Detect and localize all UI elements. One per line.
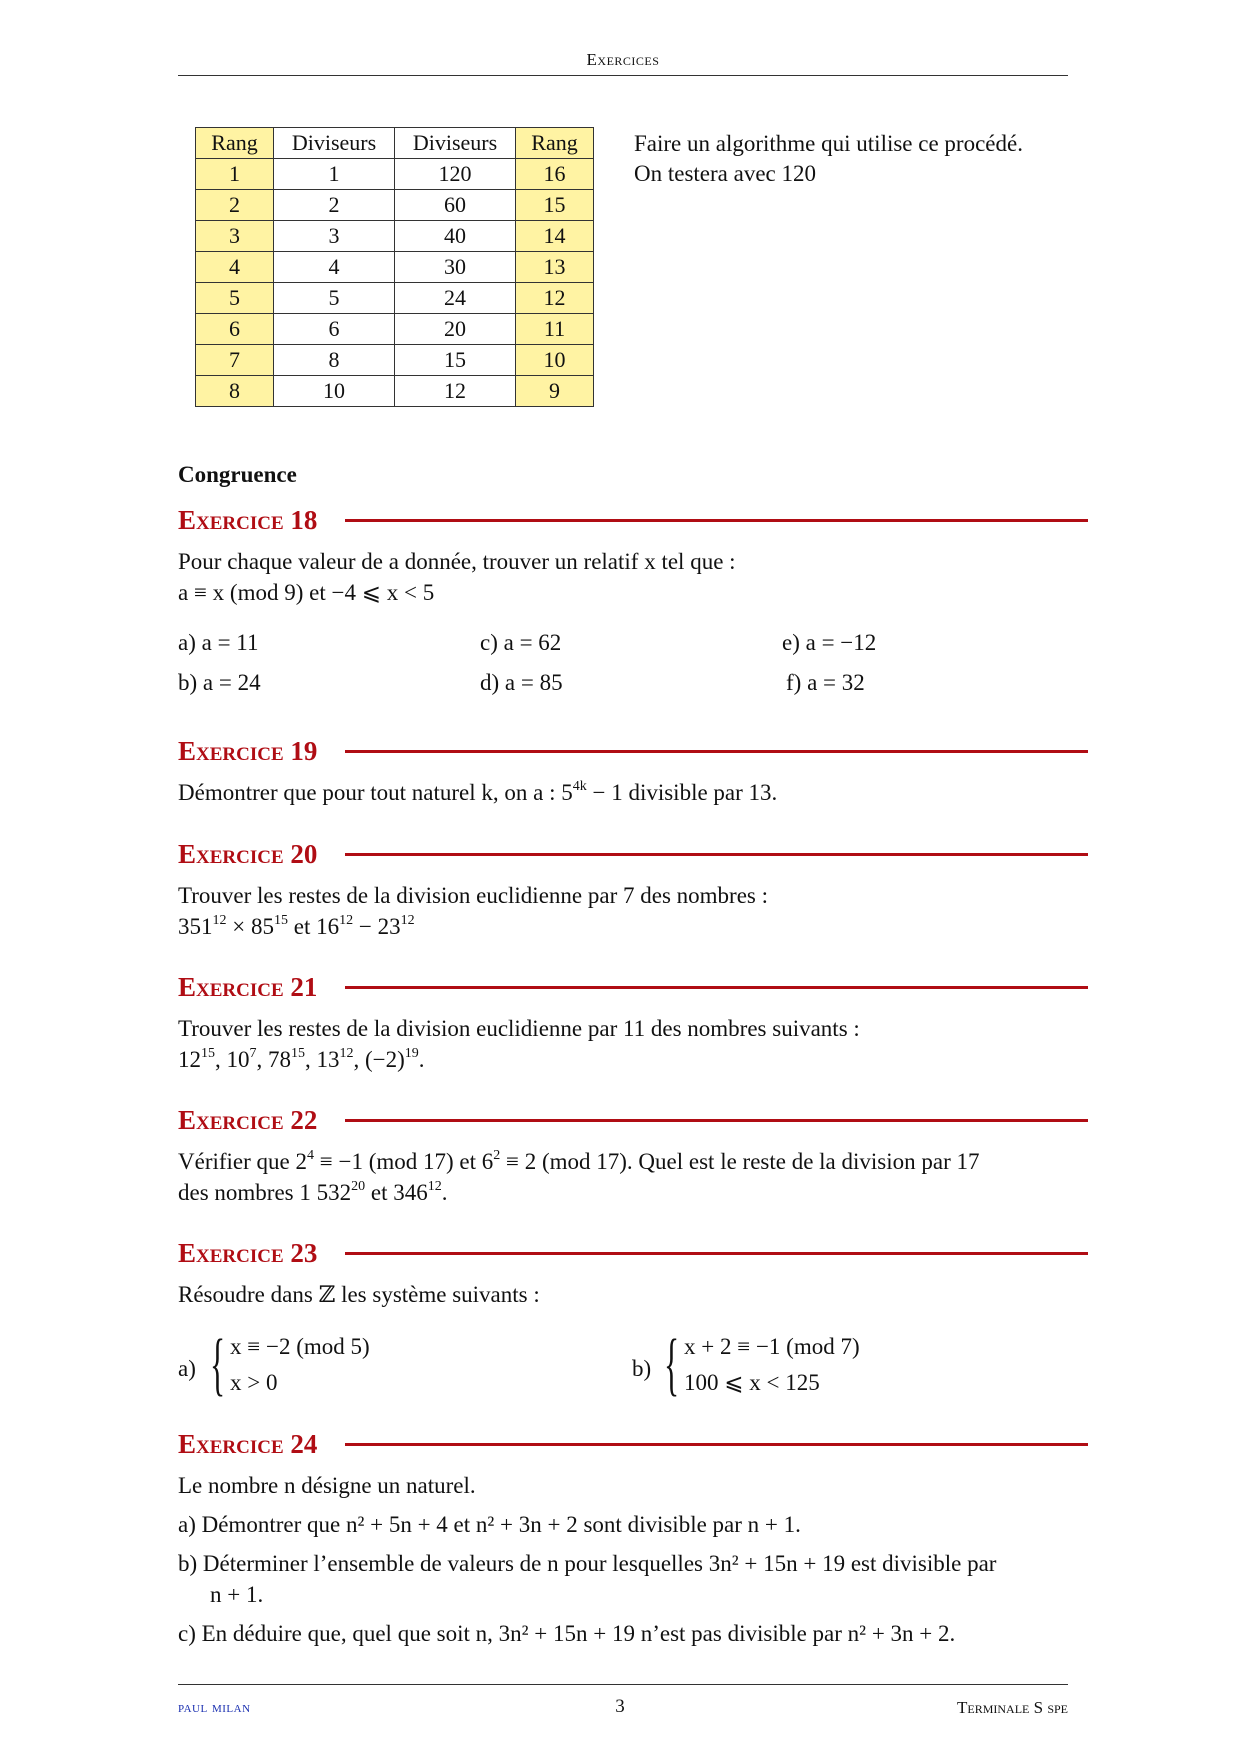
exponent: 12: [400, 913, 415, 928]
exponent: 15: [201, 1046, 215, 1061]
exercise-label: Exercice: [178, 504, 284, 535]
exercise-label: Exercice: [178, 838, 284, 869]
table-cell: 14: [516, 221, 594, 252]
exercise-18-item: e) a = −12: [782, 630, 877, 655]
table-cell: 10: [274, 376, 395, 407]
exponent: 12: [339, 1046, 354, 1061]
exponent: 7: [249, 1046, 257, 1061]
exercise-18-item: b) a = 24: [178, 670, 261, 695]
exercise-19-heading: [178, 734, 1088, 768]
exercise-rule: [345, 519, 1088, 522]
table-cell: 11: [516, 314, 594, 345]
exercise-24-heading: [178, 1427, 1088, 1461]
system-a-line: x ≡ −2 (mod 5): [230, 1334, 370, 1359]
table-cell: 7: [196, 345, 274, 376]
table-cell: 1: [274, 159, 395, 190]
table-cell: 12: [516, 283, 594, 314]
exercise-24-item: a) Démontrer que n² + 5n + 4 et n² + 3n + 2 sont divisible par n + 1.: [178, 1512, 801, 1537]
table-cell: 16: [516, 159, 594, 190]
exponent: 2: [493, 1148, 501, 1163]
exercise-title: [178, 505, 317, 536]
text-run: Démontrer que pour tout naturel k, on a : 5: [178, 780, 573, 805]
table-cell: 15: [516, 190, 594, 221]
exercise-20-statement: [178, 880, 1073, 942]
exercise-number: 19: [290, 735, 318, 766]
exercise-rule: [345, 750, 1088, 753]
exercise-number: 22: [290, 1104, 318, 1135]
system-b-label: b): [632, 1356, 652, 1381]
exercise-label: Exercice: [178, 1237, 284, 1268]
exercise-24-statement: Le nombre n désigne un naturel.: [178, 1473, 476, 1498]
table-row: [196, 221, 594, 252]
left-brace-icon: {: [210, 1326, 226, 1403]
statement-line: Trouver les restes de la division euclidienne par 7 des nombres :: [178, 883, 768, 908]
table-cell: 4: [274, 252, 395, 283]
exercise-title: [178, 972, 317, 1003]
table-header: Rang: [516, 128, 594, 159]
exercise-rule: [345, 986, 1088, 989]
intro-line: On testera avec 120: [634, 161, 817, 186]
table-cell: 8: [274, 345, 395, 376]
text-run: , 13: [305, 1047, 340, 1072]
exponent: 20: [351, 1179, 366, 1194]
exercise-number: 21: [290, 971, 318, 1002]
exercise-number: 23: [290, 1237, 318, 1268]
text-run: − 23: [353, 914, 401, 939]
table-cell: 3: [196, 221, 274, 252]
exercise-title: [178, 839, 317, 870]
exercise-23-heading: [178, 1236, 1088, 1270]
exercise-label: Exercice: [178, 1104, 284, 1135]
exercise-rule: [345, 1443, 1088, 1446]
table-cell: 8: [196, 376, 274, 407]
statement-line: [178, 1177, 1073, 1208]
table-cell: 1: [196, 159, 274, 190]
table-header: Diviseurs: [274, 128, 395, 159]
exercise-18-item: f) a = 32: [786, 670, 865, 695]
exponent: 12: [212, 913, 227, 928]
exercise-number: 18: [290, 504, 318, 535]
exponent: 4k: [572, 779, 587, 794]
table-cell: 6: [274, 314, 395, 345]
table-row: [196, 314, 594, 345]
text-run: des nombres 1 532: [178, 1180, 352, 1205]
header-rule: [178, 75, 1068, 76]
statement-line: [178, 1044, 1073, 1075]
table-cell: 2: [196, 190, 274, 221]
exercise-18-item: c) a = 62: [480, 630, 562, 655]
table-cell: 5: [196, 283, 274, 314]
table-cell: 4: [196, 252, 274, 283]
text-run: et 346: [365, 1180, 428, 1205]
table-cell: 15: [395, 345, 516, 376]
footer-rule: [178, 1684, 1068, 1685]
exercise-24-item-continued: n + 1.: [210, 1582, 264, 1607]
exponent: 19: [404, 1046, 419, 1061]
exercise-title: [178, 1429, 317, 1460]
text-run: 12: [178, 1047, 201, 1072]
table-cell: 10: [516, 345, 594, 376]
algorithm-instructions: [634, 129, 1068, 189]
text-run: × 85: [226, 914, 274, 939]
statement-line: Pour chaque valeur de a donnée, trouver un relatif x tel que :: [178, 549, 736, 574]
divisors-table: [195, 127, 594, 407]
system-a-line: x > 0: [230, 1370, 278, 1395]
exercise-title: [178, 1105, 317, 1136]
text-run: , 78: [256, 1047, 291, 1072]
text-run: ≡ 2 (mod 17). Quel est le reste de la division par 17: [500, 1149, 980, 1174]
exercise-title: [178, 1238, 317, 1269]
text-run: , (−2): [353, 1047, 405, 1072]
system-b-line: 100 ⩽ x < 125: [684, 1370, 820, 1395]
page-header: Exercices: [586, 50, 660, 69]
exercise-24-item: c) En déduire que, quel que soit n, 3n² + 15n + 19 n’est pas divisible par n² + 3n + 2.: [178, 1621, 956, 1646]
exercise-18-item: a) a = 11: [178, 630, 259, 655]
exercise-label: Exercice: [178, 971, 284, 1002]
table-cell: 40: [395, 221, 516, 252]
table-cell: 20: [395, 314, 516, 345]
exercise-number: 20: [290, 838, 318, 869]
exercise-rule: [345, 1252, 1088, 1255]
system-a-label: a): [178, 1356, 196, 1381]
table-cell: 60: [395, 190, 516, 221]
footer-course: Terminale S spe: [956, 1698, 1068, 1717]
exercise-label: Exercice: [178, 735, 284, 766]
table-header-row: [196, 128, 594, 159]
statement-line: a ≡ x (mod 9) et −4 ⩽ x < 5: [178, 580, 435, 605]
table-cell: 9: [516, 376, 594, 407]
exponent: 12: [427, 1179, 442, 1194]
text-run: 351: [178, 914, 213, 939]
exercise-21-statement: [178, 1013, 1073, 1075]
table-row: [196, 190, 594, 221]
text-run: ≡ −1 (mod 17) et 6: [314, 1149, 494, 1174]
exponent: 12: [339, 913, 354, 928]
system-b-line: x + 2 ≡ −1 (mod 7): [684, 1334, 860, 1359]
exercise-22-statement: [178, 1146, 1073, 1208]
statement-line: Trouver les restes de la division euclidienne par 11 des nombres suivants :: [178, 1016, 860, 1041]
exercise-22-heading: [178, 1103, 1088, 1137]
exercise-rule: [345, 1119, 1088, 1122]
footer-author: paul milan: [178, 1700, 251, 1716]
exercise-title: [178, 736, 317, 767]
exponent: 15: [273, 913, 288, 928]
table-cell: 24: [395, 283, 516, 314]
table-row: [196, 159, 594, 190]
intro-line: Faire un algorithme qui utilise ce procédé.: [634, 131, 1023, 156]
text-run: − 1 divisible par 13.: [586, 780, 778, 805]
table-cell: 12: [395, 376, 516, 407]
left-brace-icon: {: [664, 1326, 680, 1403]
page-number: 3: [615, 1696, 625, 1717]
table-header: Rang: [196, 128, 274, 159]
exercise-rule: [345, 853, 1088, 856]
text-run: Vérifier que 2: [178, 1149, 307, 1174]
text-run: et 16: [287, 914, 340, 939]
table-cell: 2: [274, 190, 395, 221]
text-run: .: [441, 1180, 448, 1205]
exercise-number: 24: [290, 1428, 318, 1459]
exponent: 4: [307, 1148, 314, 1163]
table-row: [196, 345, 594, 376]
exercise-23-statement: Résoudre dans ℤ les système suivants :: [178, 1282, 540, 1307]
section-title: Congruence: [178, 462, 297, 487]
table-row: [196, 283, 594, 314]
exercise-18-heading: [178, 503, 1088, 537]
table-cell: 3: [274, 221, 395, 252]
table-header: Diviseurs: [395, 128, 516, 159]
table-row: [196, 376, 594, 407]
exercise-21-heading: [178, 970, 1088, 1004]
table-row: [196, 252, 594, 283]
table-cell: 5: [274, 283, 395, 314]
exercise-19-statement: [178, 777, 1073, 808]
table-cell: 30: [395, 252, 516, 283]
table-cell: 120: [395, 159, 516, 190]
exercise-18-item: d) a = 85: [480, 670, 563, 695]
statement-line: [178, 911, 1073, 942]
exercise-20-heading: [178, 837, 1088, 871]
table-cell: 13: [516, 252, 594, 283]
text-run: .: [418, 1047, 425, 1072]
exercise-24-item: b) Déterminer l’ensemble de valeurs de n pour lesquelles 3n² + 15n + 19 est divisible par: [178, 1551, 997, 1576]
exercise-label: Exercice: [178, 1428, 284, 1459]
exponent: 15: [291, 1046, 305, 1061]
statement-line: [178, 1146, 1073, 1177]
table-cell: 6: [196, 314, 274, 345]
text-run: , 10: [215, 1047, 250, 1072]
exercise-18-statement: [178, 546, 1073, 608]
